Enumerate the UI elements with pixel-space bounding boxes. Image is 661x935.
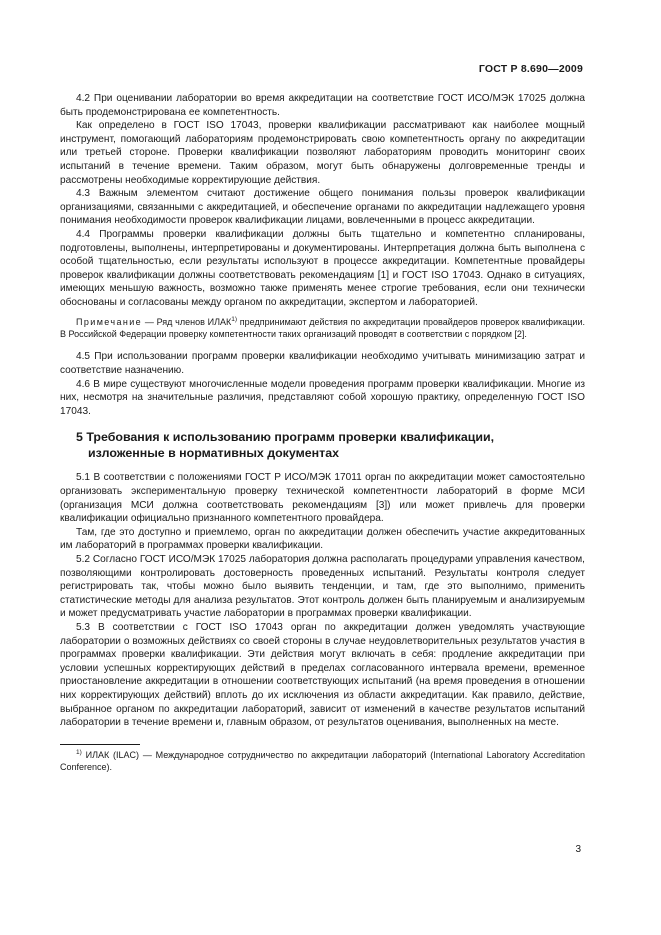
footnote-marker: 1) [76,748,82,756]
paragraph-5-3: 5.3 В соответствии с ГОСТ ISO 17043 орган по аккредитации должен уведомлять участвующие лаборатории о возможных действиях со своей стороны в случае неудовлетворительных результатов участия в программах проверки квалификации. Эти действия могут включать в себя: продление аккредитации при условии успешных корректирующих действий в пределах согласованного интервала времени, временное приостановление аккредитации в отношении соответствующих испытаний (на время проведения в отношении них корректирующих действий) вплоть до их исключения из области аккредитации. Как правило, действие, выбранное органом по аккредитации лабораторий, зависит от изменений в качестве результатов испытаний лаборатории в течение времени и, главным образом, от результатов оценивания, выполненных на месте. [60,622,585,729]
note-label: Примечание [76,316,143,327]
footnote-divider [60,744,140,745]
paragraph-5-2: 5.2 Согласно ГОСТ ИСО/МЭК 17025 лаборатория должна располагать процедурами управления качеством, позволяющими контролировать достоверность проведенных испытаний. Результаты контроля следует регистрировать так, чтобы можно было выявить тенденции, и там, где это выполнимо, применить статистические методы для анализа результатов. Этот контроль должен быть планируемым и анализируемым и может предусматривать участие лаборатории в программах проверки квалификации. [60,554,585,620]
paragraph-4-3: 4.3 Важным элементом считают достижение общего понимания пользы проверок квалификации организациями, связанными с аккредитацией, и обеспечение органами по аккредитации надлежащего уровня понимания необходимости проверок квалификации лицами, вовлеченными в процесс аккредитации. [60,188,585,227]
main-content [60,92,585,774]
note-footnote-marker: 1) [231,315,238,323]
paragraph-5-1-continued: Там, где это доступно и приемлемо, орган по аккредитации должен обеспечить участие аккредитованных им лабораторий в программах проверки квалификации. [60,526,585,552]
page-number: 3 [575,844,581,855]
paragraph-5-1: 5.1 В соответствии с положениями ГОСТ Р ИСО/МЭК 17011 орган по аккредитации может самостоятельно организовать экспериментальную проверку технической компетентности лабораторий в форме МСИ (организация МСИ должна соответствовать рекомендациям [3]) или может привлечь для проверки квалификации официально признанного компетентного провайдера. [60,472,585,525]
note-paragraph [60,316,585,341]
paragraph-4-2-continued: Как определено в ГОСТ ISO 17043, проверки квалификации рассматривают как наиболее мощный инструмент, помогающий лабораториям продемонстрировать свою компетентность органу по аккредитации или третьей стороне. Проверки квалификации позволяют лабораториям проводить мониторинг своих испытаний в течение времени. Таким образом, могут быть обнаружены долговременные тренды и рассмотрены необходимые корректирующие действия. [60,120,585,186]
paragraph-4-2: 4.2 При оценивании лаборатории во время аккредитации на соответствие ГОСТ ИСО/МЭК 17025 должна быть продемонстрирована ее компетентность. [60,93,585,118]
paragraph-4-4: 4.4 Программы проверки квалификации должны быть тщательно и компетентно спланированы, подготовлены, выполнены, интерпретированы и документированы. Интерпретация должна быть выполнена с особой тщательностью, если результаты используют в процессе аккредитации. Компетентные провайдеры проверок квалификации должны соответствовать рекомендациям [1] и ГОСТ ISO 17043. Однако в ситуациях, имеющих меньшую важность, возможно также применять менее строгие требования, если они технически обоснованы и согласованы между органом по аккредитации, экспертом и лабораторией. [60,228,585,308]
section-5-heading [60,430,585,461]
paragraph-4-5: 4.5 При использовании программ проверки квалификации необходимо учитывать минимизацию затрат и соответствие назначению. [60,351,585,376]
note-text-part1: — Ряд членов ИЛАК [144,316,232,327]
footnote [60,749,585,774]
note-text-part2: предпринимают действия по аккредитации провайдеров проверок квалификации. В Российской Федерации проверку компетентности таких организаций проводят в соответствии с порядком [2]. [60,316,585,339]
section-5-heading-line1: 5 Требования к использованию программ проверки квалификации, [76,430,495,445]
section-5-heading-line2: изложенные в нормативных документах [88,445,339,460]
footnote-text: ИЛАК (ILAC) — Международное сотрудничество по аккредитации лабораторий (International Laboratory Accreditation Conference). [60,749,585,773]
standard-code-header: ГОСТ Р 8.690—2009 [478,63,583,75]
paragraph-4-6: 4.6 В мире существуют многочисленные модели проведения программ проверки квалификации. Многие из них, несмотря на значительные различия, представляют собой хорошую практику, определенную ГОСТ ISO 17043. [60,378,585,417]
